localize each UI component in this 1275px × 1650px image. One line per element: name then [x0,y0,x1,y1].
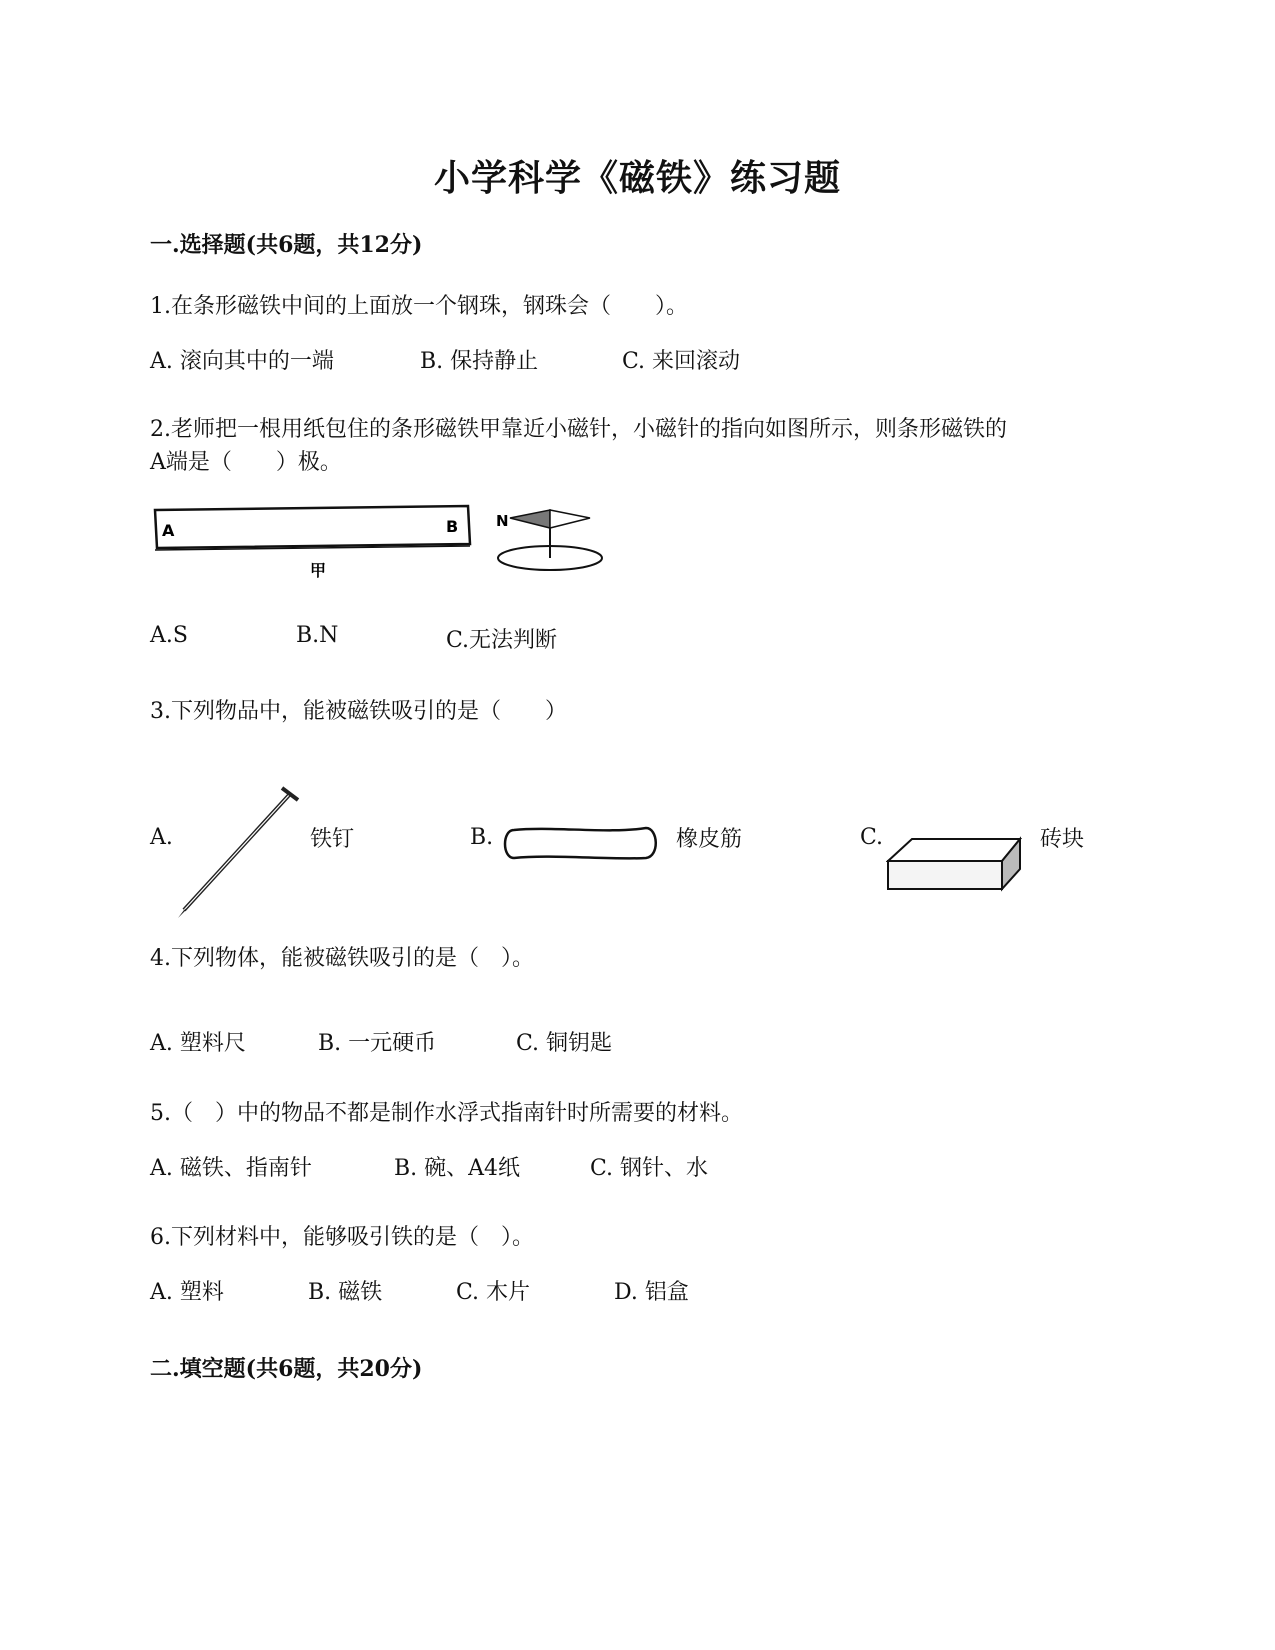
question-3-stem: 3.下列物品中，能被磁铁吸引的是（ ） [150,699,567,724]
magnet-and-compass-figure [150,500,610,590]
magnet-end-b-label: B [446,517,459,536]
question-2-option-c[interactable]: C.无法判断 [446,628,558,653]
question-3-option-b-letter[interactable]: B. [470,825,494,850]
question-5-option-a[interactable]: A. 磁铁、指南针 [150,1156,312,1181]
question-2-option-a[interactable]: A.S [150,623,188,648]
magnet-body-label: 甲 [310,561,327,580]
question-3-option-a-label: 铁钉 [310,827,355,852]
question-2-option-b[interactable]: B.N [296,623,339,648]
question-3-option-c-label: 砖块 [1040,827,1085,852]
section-heading-fill-in: 二.填空题(共6题，共20分) [150,1356,423,1382]
question-5-option-c[interactable]: C. 钢针、水 [590,1156,709,1181]
question-1-stem: 1.在条形磁铁中间的上面放一个钢珠，钢珠会（ ）。 [150,294,688,319]
question-5-option-b[interactable]: B. 碗、A4纸 [394,1156,521,1181]
question-6-option-d[interactable]: D. 铝盒 [614,1280,689,1305]
question-4-option-a[interactable]: A. 塑料尺 [150,1031,246,1056]
nail-icon [172,780,302,920]
question-4-option-c[interactable]: C. 铜钥匙 [516,1031,613,1056]
question-2-stem-line2: A端是（ ）极。 [150,450,342,475]
rubber-band-icon [500,820,662,866]
section-heading-choice: 一.选择题(共6题，共12分) [150,232,423,258]
compass-needle-icon [498,510,602,570]
magnet-end-a-label: A [162,521,175,540]
question-2-stem-line1: 2.老师把一根用纸包住的条形磁铁甲靠近小磁针，小磁针的指向如图所示，则条形磁铁的 [150,417,1007,442]
question-5-stem: 5.（ ）中的物品不都是制作水浮式指南针时所需要的材料。 [150,1101,743,1126]
question-6-option-a[interactable]: A. 塑料 [150,1280,224,1305]
page-title: 小学科学《磁铁》练习题 [433,157,841,199]
question-3-option-c-letter[interactable]: C. [860,825,884,850]
bar-magnet-icon [155,506,470,550]
question-3-option-b-label: 橡皮筋 [676,827,743,852]
compass-n-label: N [496,512,509,530]
brick-icon [886,835,1026,895]
question-1-option-c[interactable]: C. 来回滚动 [622,349,741,374]
question-4-option-b[interactable]: B. 一元硬币 [318,1031,437,1056]
question-6-stem: 6.下列材料中，能够吸引铁的是（ ）。 [150,1225,534,1250]
question-1-option-b[interactable]: B. 保持静止 [420,349,539,374]
question-3-option-a-letter[interactable]: A. [150,825,173,850]
question-6-option-c[interactable]: C. 木片 [456,1280,531,1305]
question-4-stem: 4.下列物体，能被磁铁吸引的是（ ）。 [150,946,534,971]
question-1-option-a[interactable]: A. 滚向其中的一端 [150,349,334,374]
question-6-option-b[interactable]: B. 磁铁 [308,1280,383,1305]
